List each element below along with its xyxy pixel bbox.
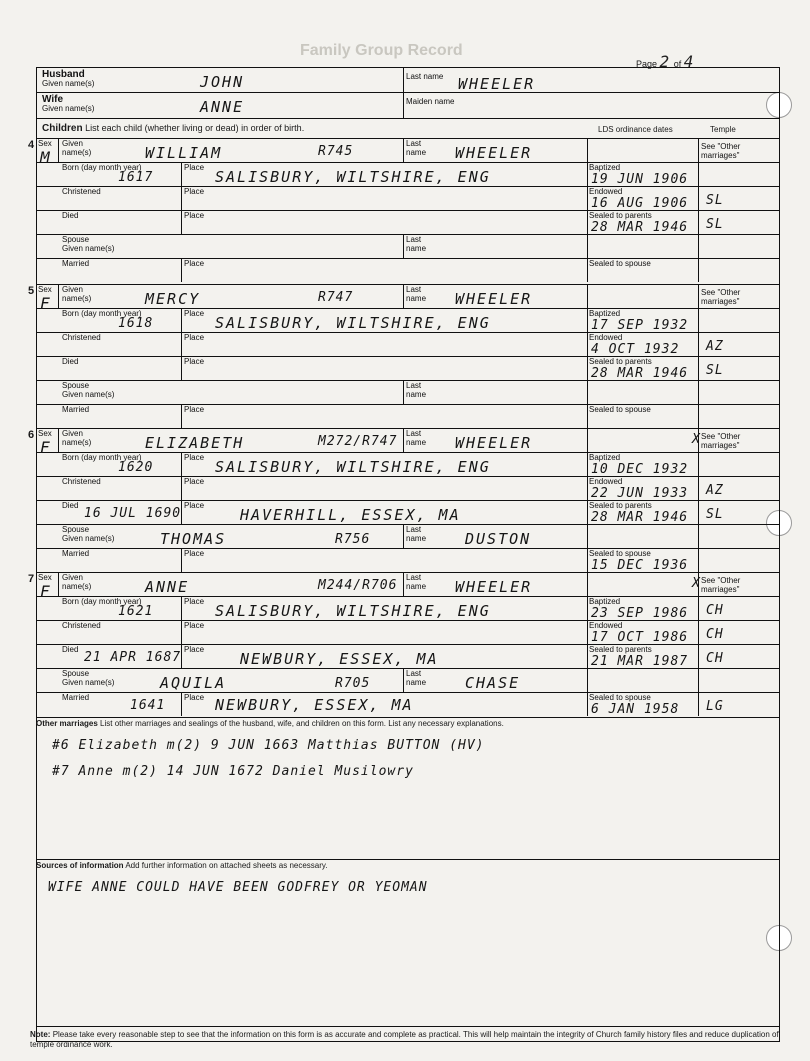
last-label: Last (406, 139, 422, 148)
child-birth-place: SALISBURY, WILTSHIRE, ENG (215, 314, 491, 332)
died-label: Died (62, 645, 79, 654)
sealed-parents-temple: CH (706, 651, 724, 666)
rule (403, 668, 404, 692)
rule (181, 404, 182, 428)
christened-label: Christened (62, 187, 101, 196)
marriages-label: marriages" (701, 297, 740, 306)
sealed-parents-temple: SL (706, 363, 724, 378)
child-given-names: MERCY (145, 290, 201, 308)
place-label: Place (184, 163, 205, 172)
spouse-given-label: Given name(s) (62, 534, 115, 543)
lds-ordinance-dates-header: LDS ordinance dates (598, 125, 673, 134)
married-place-label: Place (184, 549, 205, 558)
baptized-label: Baptized (589, 309, 621, 318)
rule (181, 692, 182, 716)
endowed-label: Endowed (589, 621, 623, 630)
endowed-temple: AZ (706, 339, 724, 354)
christened-label: Christened (62, 333, 101, 342)
married-label: Married (62, 549, 90, 558)
rule (58, 284, 59, 308)
name-label: name (406, 438, 427, 447)
names-label: name(s) (62, 294, 92, 303)
spouse-name-label: name (406, 534, 427, 543)
child-ref-number: R747 (318, 290, 354, 305)
child-last-name: WHEELER (455, 144, 533, 162)
spouse-last-label: Last (406, 669, 422, 678)
married-label: Married (62, 259, 90, 268)
children-header: Children List each child (whether living or dead) in order of birth. (42, 123, 305, 134)
see-other-label: See "Other (701, 432, 741, 441)
other-marriages-header: Other marriages List other marriages and sealings of the husband, wife, and children on this form. List any necessary explanations. (36, 719, 504, 728)
endowed-label: Endowed (589, 477, 623, 486)
rule (36, 548, 587, 549)
rule (587, 572, 588, 716)
other-marriage-line-2: #7 Anne m(2) 14 JUN 1672 Daniel Musilowry (52, 764, 414, 779)
rule (36, 118, 780, 119)
rule (36, 1026, 780, 1027)
child-birth-year: 1621 (118, 604, 154, 619)
child-ref-number: R745 (318, 144, 354, 159)
names-label: name(s) (62, 582, 92, 591)
spouse-label: Spouse (62, 235, 90, 244)
marriage-place: NEWBURY, ESSEX, MA (215, 696, 414, 714)
endowed-label: Endowed (589, 187, 623, 196)
husband-given-names: JOHN (200, 73, 245, 91)
child-last-name: WHEELER (455, 578, 533, 596)
sex-label: Sex (38, 139, 52, 148)
sex-label: Sex (38, 285, 52, 294)
married-label: Married (62, 693, 90, 702)
sources-text: WIFE ANNE COULD HAVE BEEN GODFREY OR YEOMAN (48, 880, 428, 895)
rule (698, 138, 699, 282)
rule (36, 404, 587, 405)
place-label: Place (184, 357, 205, 366)
endowed-date: 17 OCT 1986 (591, 630, 689, 645)
child-number: 6 (28, 429, 35, 441)
rule (181, 162, 182, 234)
baptized-label: Baptized (589, 597, 621, 606)
given-label: Given (62, 429, 83, 438)
rule (36, 717, 780, 718)
given-label: Given (62, 139, 83, 148)
sealed-parents-date: 21 MAR 1987 (591, 654, 689, 669)
marriages-label: marriages" (701, 585, 740, 594)
sealed-spouse-label: Sealed to spouse (589, 549, 651, 558)
see-other-label: See "Other (701, 288, 741, 297)
rule (36, 859, 780, 860)
sealed-parents-temple: SL (706, 507, 724, 522)
sealed-parents-label: Sealed to parents (589, 357, 652, 366)
child-number: 5 (28, 285, 35, 297)
rule (403, 380, 404, 404)
endowed-date: 22 JUN 1933 (591, 486, 689, 501)
rule (403, 572, 404, 596)
endowed-label: Endowed (589, 333, 623, 342)
endowed-date: 4 OCT 1932 (591, 342, 680, 357)
child-birth-place: SALISBURY, WILTSHIRE, ENG (215, 602, 491, 620)
baptized-date: 10 DEC 1932 (591, 462, 689, 477)
born-label: Born (day month year) (62, 163, 142, 172)
endowed-date: 16 AUG 1906 (591, 196, 689, 211)
sex-label: Sex (38, 573, 52, 582)
child-death-date: 21 APR 1687 (84, 650, 182, 665)
child-birth-place: SALISBURY, WILTSHIRE, ENG (215, 458, 491, 476)
rule (36, 692, 587, 693)
wife-label: Wife Given name(s) (42, 94, 95, 113)
wife-maiden-name-label: Maiden name (406, 97, 455, 106)
names-label: name(s) (62, 148, 92, 157)
names-label: name(s) (62, 438, 92, 447)
child-last-name: WHEELER (455, 434, 533, 452)
place-label: Place (184, 333, 205, 342)
rule (698, 572, 699, 716)
child-death-place: NEWBURY, ESSEX, MA (240, 650, 439, 668)
rule (698, 284, 699, 428)
page-indicator: Page 2 of 4 (636, 52, 696, 71)
rule (181, 596, 182, 668)
child-birth-year: 1620 (118, 460, 154, 475)
christened-label: Christened (62, 477, 101, 486)
spouse-name-label: name (406, 244, 427, 253)
spouse-last-name: CHASE (465, 674, 521, 692)
rule (587, 138, 588, 282)
sealed-spouse-date: 15 DEC 1936 (591, 558, 689, 573)
husband-label: Husband Given name(s) (42, 69, 95, 88)
spouse-ref-number: R705 (335, 676, 371, 691)
rule (403, 284, 404, 308)
marriages-label: marriages" (701, 151, 740, 160)
christened-label: Christened (62, 621, 101, 630)
married-place-label: Place (184, 405, 205, 414)
place-label: Place (184, 309, 205, 318)
sealed-spouse-label: Sealed to spouse (589, 405, 651, 414)
wife-given-names: ANNE (200, 98, 245, 116)
married-label: Married (62, 405, 90, 414)
child-sex: F (40, 294, 52, 313)
place-label: Place (184, 501, 205, 510)
sealed-parents-label: Sealed to parents (589, 501, 652, 510)
child-given-names: WILLIAM (145, 144, 223, 162)
spouse-given-label: Given name(s) (62, 390, 115, 399)
rule (403, 234, 404, 258)
rule (58, 428, 59, 452)
child-ref-number: M272/R747 (318, 434, 398, 449)
rule (36, 308, 780, 309)
spouse-ref-number: R756 (335, 532, 371, 547)
rule (36, 258, 587, 259)
endowed-temple: SL (706, 193, 724, 208)
child-last-name: WHEELER (455, 290, 533, 308)
marriages-label: marriages" (701, 441, 740, 450)
see-other-label: See "Other (701, 576, 741, 585)
spouse-given-label: Given name(s) (62, 678, 115, 687)
rule (36, 92, 780, 93)
rule (587, 428, 588, 572)
spouse-given-names: THOMAS (160, 530, 227, 548)
spouse-given-names: AQUILA (160, 674, 227, 692)
rule (36, 596, 780, 597)
rule (403, 524, 404, 548)
other-marriage-line-1: #6 Elizabeth m(2) 9 JUN 1663 Matthias BUTTON (HV) (52, 738, 485, 753)
child-given-names: ELIZABETH (145, 434, 245, 452)
faded-form-title: Family Group Record (300, 42, 463, 59)
rule (698, 428, 699, 572)
spouse-label: Spouse (62, 525, 90, 534)
spouse-name-label: name (406, 390, 427, 399)
spouse-last-label: Last (406, 381, 422, 390)
married-place-label: Place (184, 693, 205, 702)
rule (58, 138, 59, 162)
sealed-spouse-temple: LG (706, 699, 724, 714)
child-sex: F (40, 582, 52, 601)
married-place-label: Place (184, 259, 205, 268)
spouse-name-label: name (406, 678, 427, 687)
place-label: Place (184, 621, 205, 630)
name-label: name (406, 294, 427, 303)
rule (403, 428, 404, 452)
sealed-parents-label: Sealed to parents (589, 211, 652, 220)
born-label: Born (day month year) (62, 453, 142, 462)
child-birth-year: 1617 (118, 170, 154, 185)
husband-last-name: WHEELER (458, 75, 536, 93)
rule (181, 452, 182, 524)
sealed-parents-date: 28 MAR 1946 (591, 510, 689, 525)
rule (58, 572, 59, 596)
child-death-date: 16 JUL 1690 (84, 506, 182, 521)
child-number: 4 (28, 139, 35, 151)
rule (403, 67, 404, 118)
place-label: Place (184, 211, 205, 220)
place-label: Place (184, 645, 205, 654)
spouse-label: Spouse (62, 381, 90, 390)
sealed-parents-label: Sealed to parents (589, 645, 652, 654)
sealed-parents-temple: SL (706, 217, 724, 232)
husband-last-name-label: Last name (406, 72, 444, 81)
last-label: Last (406, 285, 422, 294)
spouse-last-label: Last (406, 235, 422, 244)
born-label: Born (day month year) (62, 597, 142, 606)
marriage-date: 1641 (130, 698, 166, 713)
baptized-date: 23 SEP 1986 (591, 606, 689, 621)
given-label: Given (62, 573, 83, 582)
child-sex: M (40, 148, 52, 167)
child-ref-number: M244/R706 (318, 578, 398, 593)
other-marriages-check: X (692, 432, 701, 447)
died-label: Died (62, 211, 79, 220)
sealed-spouse-label: Sealed to spouse (589, 693, 651, 702)
sex-label: Sex (38, 429, 52, 438)
baptized-label: Baptized (589, 453, 621, 462)
child-birth-place: SALISBURY, WILTSHIRE, ENG (215, 168, 491, 186)
baptized-temple: CH (706, 603, 724, 618)
sources-header: Sources of information Add further information on attached sheets as necessary. (36, 861, 328, 870)
last-label: Last (406, 429, 422, 438)
rule (181, 258, 182, 282)
sealed-parents-date: 28 MAR 1946 (591, 366, 689, 381)
name-label: name (406, 582, 427, 591)
footer-note: Note: Please take every reasonable step to see that the information on this form is as accurate and complete as practical. This will help maintain the integrity of Church family history files and reduce duplication of temple ordinance work. (30, 1030, 779, 1049)
child-death-place: HAVERHILL, ESSEX, MA (240, 506, 461, 524)
place-label: Place (184, 477, 205, 486)
rule (403, 138, 404, 162)
rule (36, 452, 780, 453)
baptized-date: 19 JUN 1906 (591, 172, 689, 187)
child-given-names: ANNE (145, 578, 190, 596)
rule (181, 308, 182, 380)
last-label: Last (406, 573, 422, 582)
sealed-parents-date: 28 MAR 1946 (591, 220, 689, 235)
place-label: Place (184, 187, 205, 196)
baptized-date: 17 SEP 1932 (591, 318, 689, 333)
name-label: name (406, 148, 427, 157)
sealed-spouse-label: Sealed to spouse (589, 259, 651, 268)
rule (36, 162, 780, 163)
spouse-given-label: Given name(s) (62, 244, 115, 253)
died-label: Died (62, 357, 79, 366)
born-label: Born (day month year) (62, 309, 142, 318)
spouse-last-label: Last (406, 525, 422, 534)
form-frame (36, 67, 780, 1042)
spouse-label: Spouse (62, 669, 90, 678)
given-label: Given (62, 285, 83, 294)
temple-header: Temple (710, 125, 736, 134)
other-marriages-check: X (692, 576, 701, 591)
baptized-label: Baptized (589, 163, 621, 172)
place-label: Place (184, 453, 205, 462)
rule (181, 548, 182, 572)
place-label: Place (184, 597, 205, 606)
rule (587, 284, 588, 428)
child-number: 7 (28, 573, 35, 585)
endowed-temple: CH (706, 627, 724, 642)
spouse-last-name: DUSTON (465, 530, 532, 548)
child-sex: F (40, 438, 52, 457)
see-other-label: See "Other (701, 142, 741, 151)
endowed-temple: AZ (706, 483, 724, 498)
sealed-spouse-date: 6 JAN 1958 (591, 702, 680, 717)
child-birth-year: 1618 (118, 316, 154, 331)
died-label: Died (62, 501, 79, 510)
